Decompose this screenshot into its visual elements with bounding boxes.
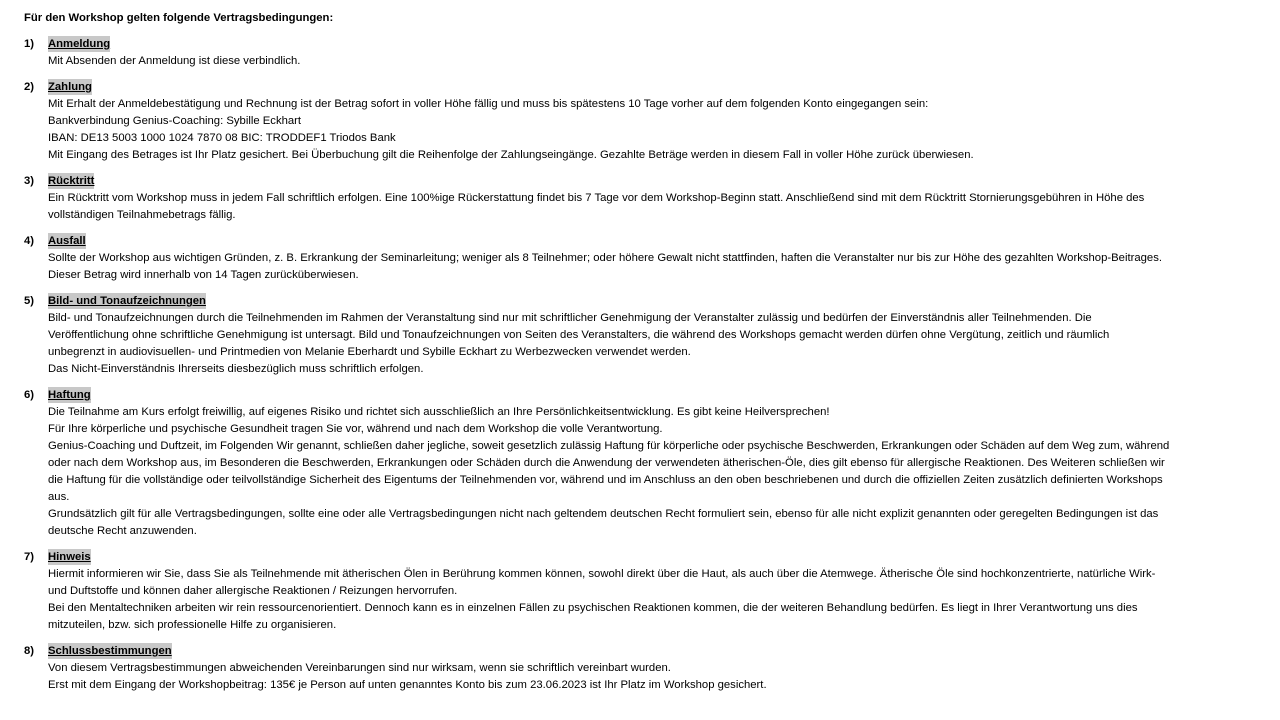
section-body: [48, 233, 1260, 284]
section-heading: Bild- und Tonaufzeichnungen: [48, 295, 206, 307]
section-3: [24, 173, 1260, 224]
section-text-line: aus.: [48, 491, 70, 503]
section-body: [48, 36, 1260, 70]
section-8: [24, 643, 1260, 694]
section-body: [48, 387, 1260, 540]
section-4: [24, 233, 1260, 284]
section-text-line: Bei den Mentaltechniken arbeiten wir rein ressourcenorientiert. Dennoch kann es in einzelnen Fällen zu psychischen Reaktionen kommen, die der weiteren Behandlung bedürfen. Es liegt in Ihrer Verantwortung uns dies: [48, 602, 1138, 614]
section-number: 2): [24, 81, 35, 93]
section-text-line: Von diesem Vertragsbestimmungen abweichenden Vereinbarungen sind nur wirksam, wenn sie schriftlich vereinbart wurden.: [48, 662, 671, 674]
section-text-line: Genius-Coaching und Duftzeit, im Folgenden Wir genannt, schließen daher jegliche, soweit gesetzlich zulässig Haftung für körperliche oder psychische Beschwerden, Erkrankungen oder Schäden auf dem Weg zum, während: [48, 440, 1170, 452]
section-text-line: mitzuteilen, bzw. sich professionelle Hilfe zu organisieren.: [48, 619, 337, 631]
section-text-line: Veröffentlichung ohne schriftliche Genehmigung ist untersagt. Bild und Tonaufzeichnungen von Seiten des Veranstalters, die während des Workshops gemacht werden dürfen ohne Vergütung, zeitlich und räumlich: [48, 329, 1110, 341]
section-number: 1): [24, 38, 35, 50]
section-text-line: Erst mit dem Eingang der Workshopbeitrag: 135€ je Person auf unten genanntes Konto bis zum 23.06.2023 ist Ihr Platz im Workshop gesichert.: [48, 679, 767, 691]
section-body: [48, 643, 1260, 694]
section-text-line: Bankverbindung Genius-Coaching: Sybille Eckhart: [48, 115, 302, 127]
section-number: 5): [24, 295, 35, 307]
section-text-line: Grundsätzlich gilt für alle Vertragsbedingungen, sollte eine oder alle Vertragsbedingungen nicht nach geltendem deutschen Recht formuliert sein, ebenso für alle nicht explizit genannten oder geregelten Bedingungen ist das: [48, 508, 1159, 520]
section-1: [24, 36, 1260, 70]
section-heading: Ausfall: [48, 235, 86, 247]
section-text-line: unbegrenzt in audiovisuellen- und Printmedien von Melanie Eberhardt und Sybille Eckhart zu Werbezwecken verwendet werden.: [48, 346, 691, 358]
document-title: Für den Workshop gelten folgende Vertragsbedingungen:: [24, 12, 334, 24]
section-heading: Rücktritt: [48, 175, 95, 187]
section-text-line: oder nach dem Workshop aus, im Besonderen die Beschwerden, Erkrankungen oder Schäden durch die Anwendung der verwendeten ätherischen-Öle, dies gilt ebenso für allergische Reaktionen. Des Weiteren schließen wir: [48, 457, 1165, 469]
section-heading: Schlussbestimmungen: [48, 645, 172, 657]
section-text-line: Mit Erhalt der Anmeldebestätigung und Rechnung ist der Betrag sofort in voller Höhe fällig und muss bis spätestens 10 Tage vorher auf dem folgenden Konto eingegangen sein:: [48, 98, 929, 110]
section-number: 6): [24, 389, 35, 401]
section-text-line: Mit Eingang des Betrages ist Ihr Platz gesichert. Bei Überbuchung gilt die Reihenfolge der Zahlungseingänge. Gezahlte Beträge werden in diesem Fall in voller Höhe zurück überwiesen.: [48, 149, 974, 161]
section-body: [48, 173, 1260, 224]
section-text-line: Bild- und Tonaufzeichnungen durch die Teilnehmenden im Rahmen der Veranstaltung sind nur mit schriftlicher Genehmigung der Veranstalter zulässig und bedürfen der Einverständnis aller Teilnehmenden. Die: [48, 312, 1092, 324]
section-body: [48, 549, 1260, 634]
section-text-line: Die Teilnahme am Kurs erfolgt freiwillig, auf eigenes Risiko und richtet sich ausschließlich an Ihre Persönlichkeitsentwicklung. Es gibt keine Heilversprechen!: [48, 406, 830, 418]
section-heading: Haftung: [48, 389, 91, 401]
section-number: 3): [24, 175, 35, 187]
section-number: 8): [24, 645, 35, 657]
section-body: [48, 293, 1260, 378]
section-heading: Anmeldung: [48, 38, 111, 50]
section-text-line: IBAN: DE13 5003 1000 1024 7870 08 BIC: TRODDEF1 Triodos Bank: [48, 132, 396, 144]
section-text-line: deutsche Recht anzuwenden.: [48, 525, 197, 537]
section-number: 7): [24, 551, 35, 563]
section-5: [24, 293, 1260, 378]
section-2: [24, 79, 1260, 164]
section-text-line: Für Ihre körperliche und psychische Gesundheit tragen Sie vor, während und nach dem Workshop die volle Verantwortung.: [48, 423, 663, 435]
section-text-line: Sollte der Workshop aus wichtigen Gründen, z. B. Erkrankung der Seminarleitung; weniger als 8 Teilnehmer; oder höhere Gewalt nicht stattfinden, haften die Veranstalter nur bis zur Höhe des gezahlten Workshop-Beitrages.: [48, 252, 1162, 264]
section-heading: Zahlung: [48, 81, 92, 93]
section-6: [24, 387, 1260, 540]
section-body: [48, 79, 1260, 164]
section-text-line: und Duftstoffe und können daher allergische Reaktionen / Reizungen hervorrufen.: [48, 585, 458, 597]
section-7: [24, 549, 1260, 634]
section-number: 4): [24, 235, 35, 247]
section-text-line: Mit Absenden der Anmeldung ist diese verbindlich.: [48, 55, 301, 67]
section-text-line: vollständigen Teilnahmebetrags fällig.: [48, 209, 236, 221]
section-text-line: die Haftung für die vollständige oder teilvollständige Sicherheit des Eigentums der Teilnehmenden vor, während und im Anschluss an den oben beschriebenen und durch die offiziellen Zeiten zusätzlich definierten Workshops: [48, 474, 1163, 486]
section-text-line: Hiermit informieren wir Sie, dass Sie als Teilnehmende mit ätherischen Ölen in Berührung kommen können, sowohl direkt über die Haut, als auch über die Atemwege. Ätherische Öle sind hochkonzentrierte, natürliche Wirk-: [48, 568, 1156, 580]
section-heading: Hinweis: [48, 551, 91, 563]
section-text-line: Dieser Betrag wird innerhalb von 14 Tagen zurücküberwiesen.: [48, 269, 359, 281]
section-text-line: Das Nicht-Einverständnis Ihrerseits diesbezüglich muss schriftlich erfolgen.: [48, 363, 424, 375]
section-text-line: Ein Rücktritt vom Workshop muss in jedem Fall schriftlich erfolgen. Eine 100%ige Rückerstattung findet bis 7 Tage vor dem Workshop-Beginn statt. Anschließend sind mit dem Rücktritt Stornierungsgebühren in Höhe des: [48, 192, 1145, 204]
sections-list: [24, 36, 1260, 694]
